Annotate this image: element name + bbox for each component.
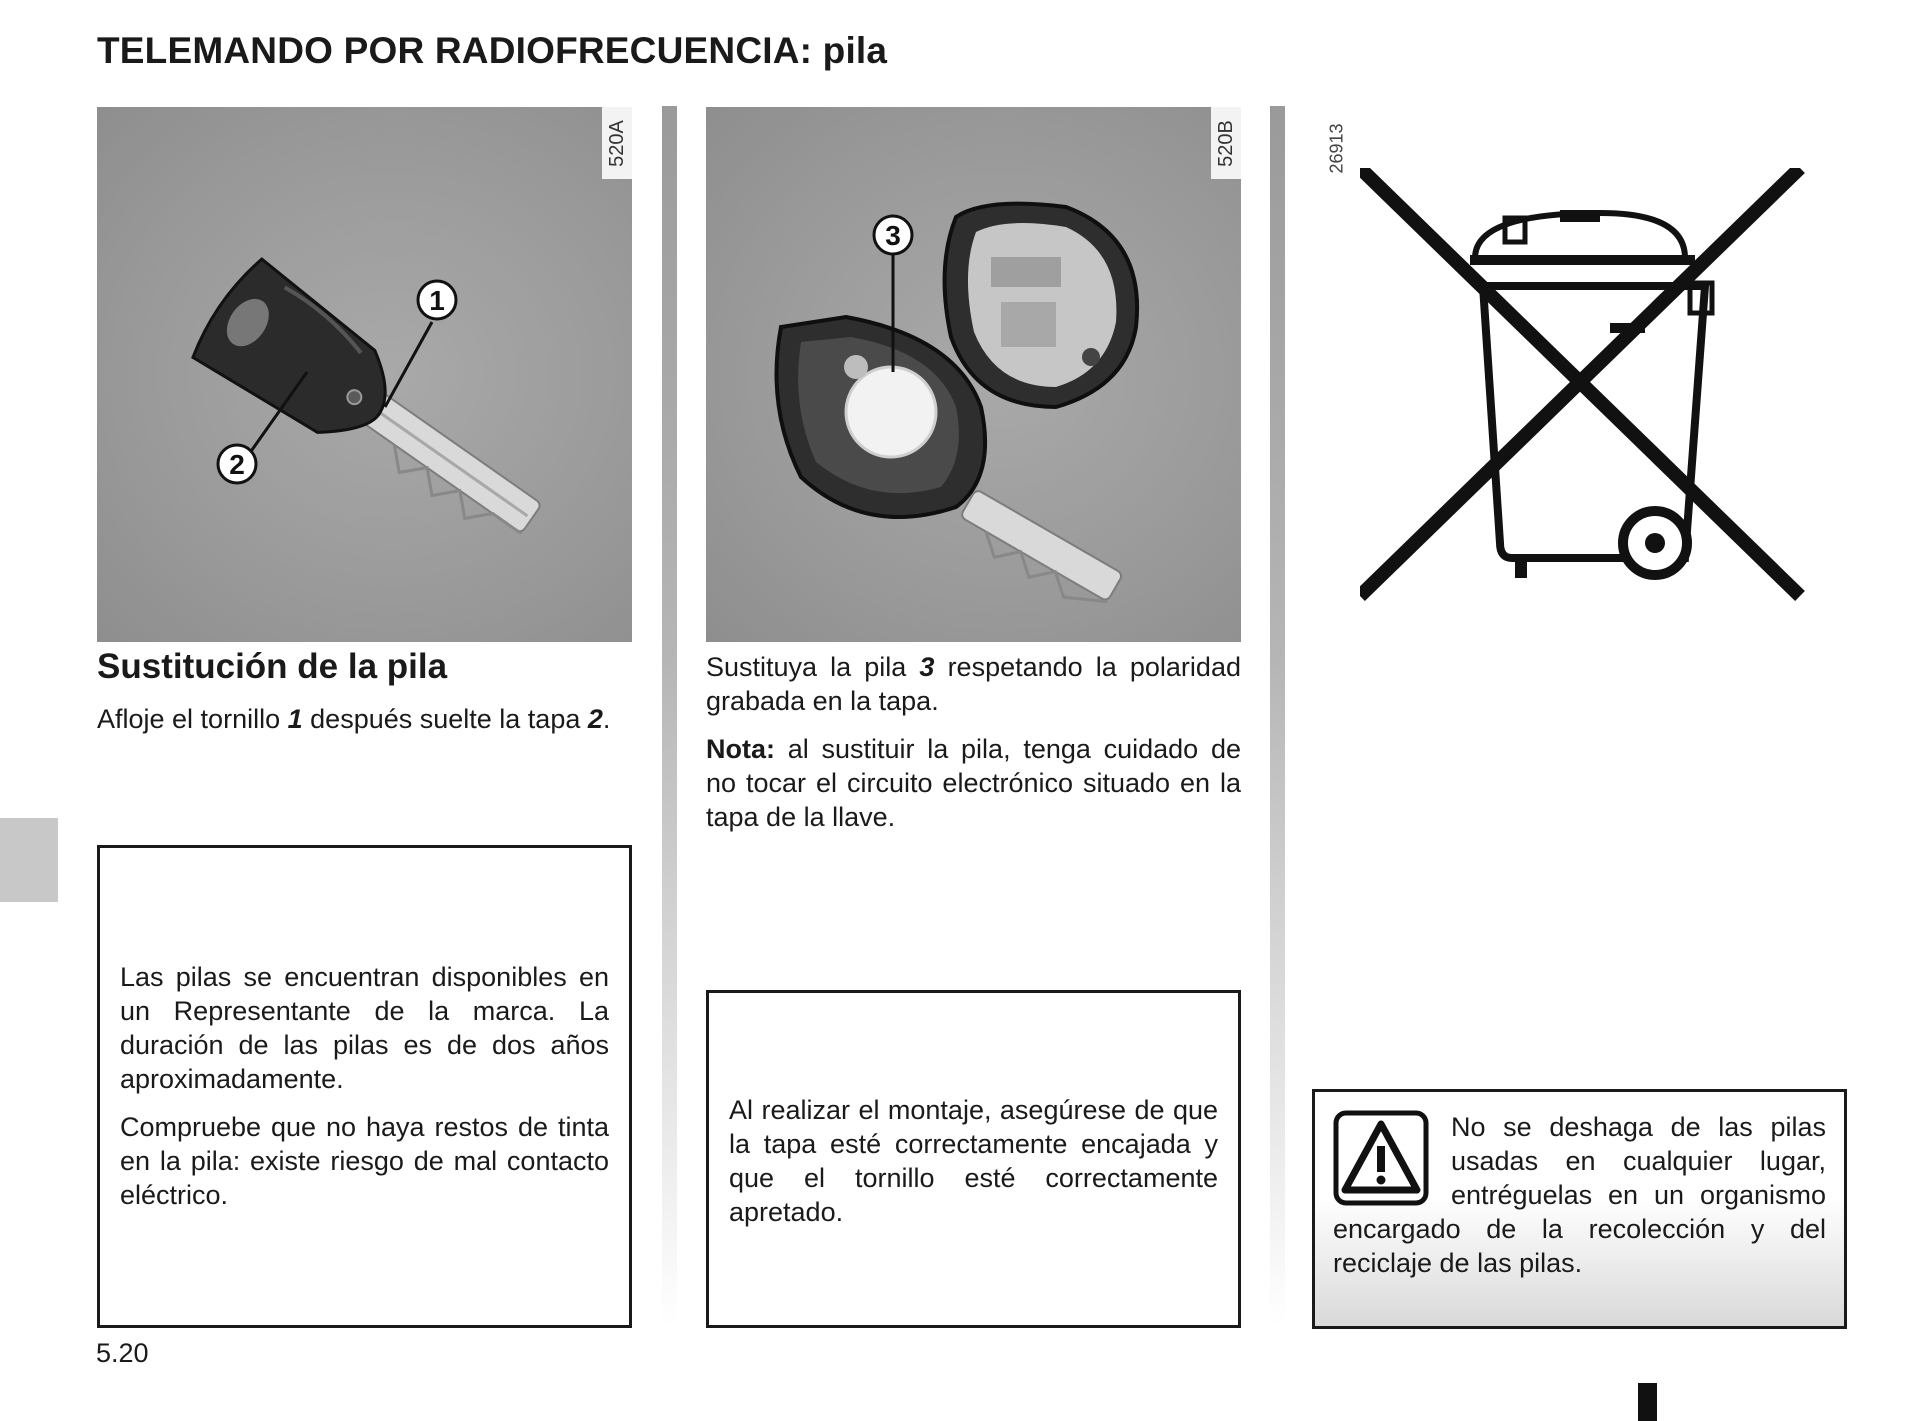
warning-box-disposal: [1312, 1089, 1847, 1329]
figure-code-520b: 520B: [1211, 107, 1241, 179]
crossed-bin-icon: [1360, 168, 1810, 608]
instruction-step-1: [97, 702, 632, 750]
figure-code-26913: 26913: [1326, 122, 1347, 174]
key-closed-illustration: [97, 107, 632, 642]
callout-1-label: 1: [429, 285, 445, 316]
figure-code-520a: 520A: [602, 107, 632, 179]
info-box-1-paragraph-1: Las pilas se encuentran disponibles en un Representante de la marca. La duración de las pilas es de dos años aproximadamente.: [120, 962, 609, 1094]
key-open-illustration: [706, 107, 1241, 642]
warning-triangle-icon: [1333, 1110, 1429, 1206]
info-box-batteries: [97, 845, 632, 1328]
figure-key-closed: [97, 107, 632, 642]
column-divider-right: [1270, 106, 1285, 1326]
page-corner-mark: [1638, 1383, 1657, 1421]
section-tab-marker: [0, 818, 58, 902]
callout-2-label: 2: [229, 449, 245, 480]
warning-text: No se deshaga de las pilas usadas en cualquier lugar, entréguelas en un organismo encargado de la recolección y del reciclaje de las pilas.: [1333, 1112, 1826, 1278]
step-2-text: Sustituya la pila 3 respetando la polaridad grabada en la tapa.: [706, 652, 1241, 716]
nota-text: Nota: al sustituir la pila, tenga cuidado de no tocar el circuito electrónico situado en la tapa de la llave.: [706, 734, 1241, 832]
callout-3-label: 3: [885, 220, 901, 251]
section-heading: Sustitución de la pila: [97, 647, 448, 686]
page-title: TELEMANDO POR RADIOFRECUENCIA: pila: [97, 30, 888, 71]
info-box-1-paragraph-2: Compruebe que no haya restos de tinta en la pila: existe riesgo de mal contacto eléctrico.: [120, 1112, 609, 1210]
instruction-step-2: [706, 650, 1241, 848]
column-divider-left: [662, 106, 677, 1326]
step-1-text: Afloje el tornillo 1 después suelte la tapa 2.: [97, 704, 611, 734]
page-number: 5.20: [96, 1338, 149, 1368]
info-box-2-paragraph-1: Al realizar el montaje, asegúrese de que la tapa esté correctamente encajada y que el tornillo esté correctamente apretado.: [729, 1095, 1218, 1227]
info-box-assembly: [706, 990, 1241, 1328]
figure-key-open: [706, 107, 1241, 642]
